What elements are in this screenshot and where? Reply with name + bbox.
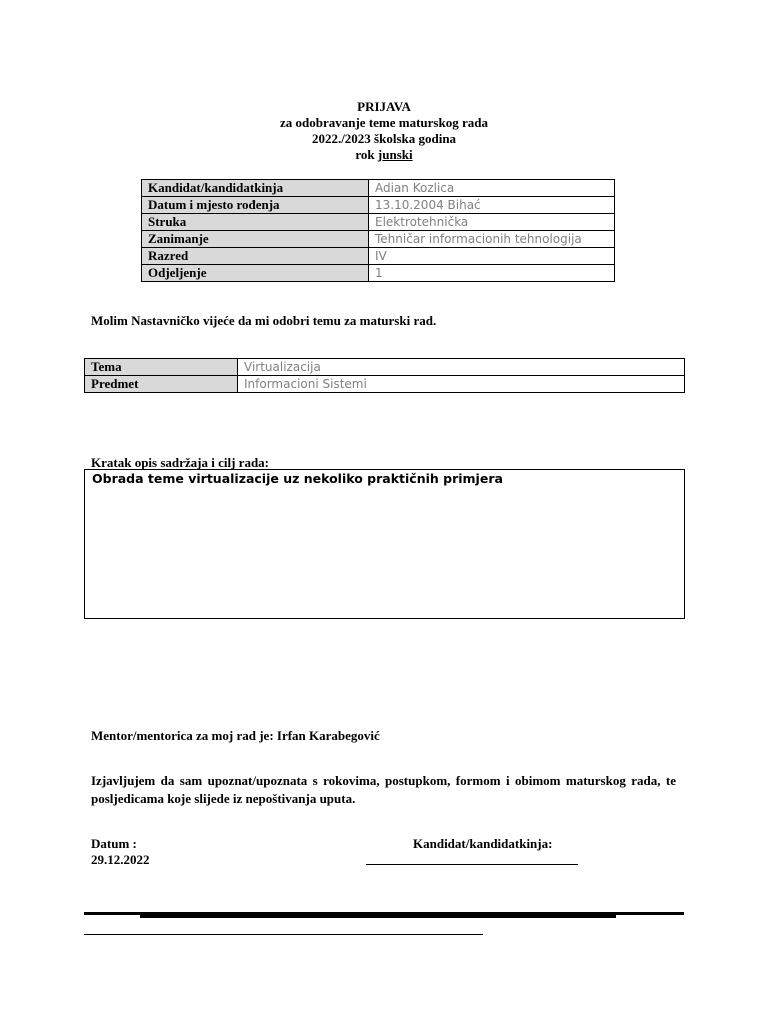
topic-field[interactable]: Virtualizacija xyxy=(238,359,685,376)
table-row xyxy=(142,248,615,265)
subject-field[interactable]: Informacioni Sistemi xyxy=(238,376,685,393)
document-header xyxy=(0,99,768,163)
row-label: Kandidat/kandidatkinja xyxy=(142,180,369,197)
candidate-signature-label: Kandidat/kandidatkinja: xyxy=(413,836,553,851)
date-value: 29.12.2022 xyxy=(91,852,150,867)
row-label: Zanimanje xyxy=(142,231,369,248)
row-label: Struka xyxy=(142,214,369,231)
table-row xyxy=(142,214,615,231)
term-line xyxy=(0,147,768,163)
field-of-study-field[interactable]: Elektrotehnička xyxy=(369,214,615,231)
term-value: junski xyxy=(377,147,413,162)
row-label: Predmet xyxy=(85,376,238,393)
signature-line xyxy=(366,864,578,865)
table-row xyxy=(142,231,615,248)
request-statement: Molim Nastavničko vijeće da mi odobri temu za maturski rad. xyxy=(91,313,437,328)
row-label: Razred xyxy=(142,248,369,265)
summary-textbox[interactable] xyxy=(84,469,685,619)
row-label: Tema xyxy=(85,359,238,376)
footer-rule-thin xyxy=(84,934,483,935)
candidate-name-field[interactable]: Adian Kozlica xyxy=(369,180,615,197)
occupation-field[interactable]: Tehničar informacionih tehnologija xyxy=(369,231,615,248)
declaration-paragraph: Izjavljujem da sam upoznat/upoznata s rokovima, postupkom, formom i obimom maturskog rada, te posljedicama koje slijede iz nepoštivanja uputa. xyxy=(91,773,676,806)
school-year: 2022./2023 školska godina xyxy=(311,131,457,146)
table-row xyxy=(142,180,615,197)
class-section-field[interactable]: 1 xyxy=(369,265,615,282)
document-title: PRIJAVA xyxy=(357,99,411,114)
summary-text: Obrada teme virtualizacije uz nekoliko praktičnih primjera xyxy=(92,471,503,486)
date-label: Datum : xyxy=(91,836,137,851)
table-row xyxy=(85,359,685,376)
birth-date-place-field[interactable]: 13.10.2004 Bihać xyxy=(369,197,615,214)
row-label: Odjeljenje xyxy=(142,265,369,282)
grade-field[interactable]: IV xyxy=(369,248,615,265)
topic-info-table xyxy=(84,358,685,393)
mentor-line: Mentor/mentorica za moj rad je: Irfan Karabegović xyxy=(91,728,380,743)
term-prefix: rok xyxy=(355,147,375,162)
table-row xyxy=(85,376,685,393)
footer-rule-thick xyxy=(140,914,616,918)
summary-label: Kratak opis sadržaja i cilj rada: xyxy=(91,455,270,470)
table-row xyxy=(142,197,615,214)
table-row xyxy=(142,265,615,282)
candidate-info-table xyxy=(141,179,615,282)
row-label: Datum i mjesto rođenja xyxy=(142,197,369,214)
document-subtitle: za odobravanje teme maturskog rada xyxy=(280,115,488,130)
